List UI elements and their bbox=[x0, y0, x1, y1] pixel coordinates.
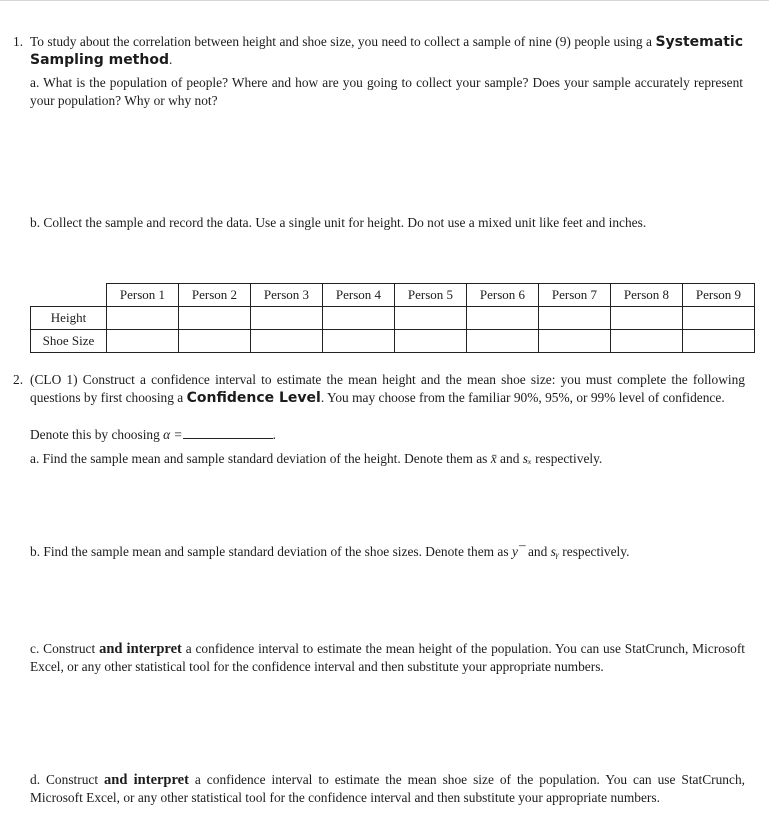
question-1-number: 1. bbox=[13, 34, 24, 49]
question-1-text: To study about the correlation between height and shoe size, you need to collect a sample of nine (9) people using a bbox=[30, 34, 656, 49]
column-header: Person 5 bbox=[395, 284, 467, 307]
question-2d bbox=[30, 771, 745, 807]
question-2a-text: a. Find the sample mean and sample standard deviation of the height. Denote them as bbox=[30, 451, 491, 466]
question-1-end: . bbox=[168, 52, 173, 67]
ybar-symbol: y¯ bbox=[511, 544, 525, 559]
question-2d-rest: a confidence interval to estimate the mean shoe size of the population. You can use StatCrunch, Microsoft Excel, or any other statistical tool for the confidence interval and then substitute your appropriate numbers. bbox=[30, 772, 745, 805]
table-cell[interactable] bbox=[611, 307, 683, 330]
question-1b: b. Collect the sample and record the data. Use a single unit for height. Do not use a mixed unit like feet and inches. bbox=[30, 215, 647, 230]
denote-text: Denote this by choosing bbox=[30, 427, 164, 442]
question-2-prompt bbox=[30, 371, 745, 407]
table-row bbox=[31, 330, 755, 353]
question-1-prompt bbox=[30, 33, 743, 69]
question-2c-rest: a confidence interval to estimate the mean height of the population. You can use StatCrunch, Microsoft Excel, or any other statistical tool for the confidence interval and then substitute your appropriate numbers. bbox=[30, 641, 745, 674]
question-2c-bold: and interpret bbox=[99, 641, 182, 657]
table-cell[interactable] bbox=[251, 330, 323, 353]
sx-symbol: sₓ bbox=[522, 451, 532, 466]
table-cell[interactable] bbox=[107, 330, 179, 353]
table-row bbox=[31, 307, 755, 330]
question-2-text-b: . You may choose from the familiar 90%, 95%, or 99% level of confidence. bbox=[320, 390, 725, 405]
column-header: Person 1 bbox=[107, 284, 179, 307]
alpha-line-row bbox=[30, 426, 276, 444]
table-cell[interactable] bbox=[251, 307, 323, 330]
table-cell[interactable] bbox=[107, 307, 179, 330]
table-cell[interactable] bbox=[467, 330, 539, 353]
table-cell[interactable] bbox=[179, 307, 251, 330]
column-header: Person 3 bbox=[251, 284, 323, 307]
top-border bbox=[0, 0, 769, 1]
column-header: Person 2 bbox=[179, 284, 251, 307]
column-header: Person 6 bbox=[467, 284, 539, 307]
table-cell[interactable] bbox=[179, 330, 251, 353]
sampling-method: Systematic Sampling method bbox=[30, 34, 743, 68]
column-header: Person 8 bbox=[611, 284, 683, 307]
table-cell[interactable] bbox=[683, 330, 755, 353]
question-2a-end: respectively. bbox=[531, 451, 603, 466]
column-header: Person 4 bbox=[323, 284, 395, 307]
table-header-row bbox=[31, 284, 755, 307]
xbar-symbol: x̄ bbox=[490, 451, 497, 466]
question-2-number: 2. bbox=[13, 372, 24, 387]
question-2c bbox=[30, 640, 745, 676]
question-2a bbox=[30, 450, 745, 468]
table-cell[interactable] bbox=[323, 307, 395, 330]
table-cell[interactable] bbox=[395, 330, 467, 353]
question-2b-and: and bbox=[524, 544, 551, 559]
table-cell[interactable] bbox=[323, 330, 395, 353]
question-2c-text: c. Construct bbox=[30, 641, 100, 656]
question-2d-bold: and interpret bbox=[104, 772, 189, 788]
table-cell[interactable] bbox=[395, 307, 467, 330]
column-header: Person 9 bbox=[683, 284, 755, 307]
table-cell[interactable] bbox=[539, 330, 611, 353]
question-2-text: (CLO 1) Construct a confidence interval to estimate the mean height and the mean shoe size: you must complete the following questions by first choosing a bbox=[30, 372, 745, 405]
sy-symbol: sᵧ bbox=[550, 544, 559, 559]
table-cell[interactable] bbox=[539, 307, 611, 330]
question-2b-end: respectively. bbox=[558, 544, 630, 559]
data-table bbox=[30, 283, 755, 353]
question-2b-text: b. Find the sample mean and sample standard deviation of the shoe sizes. Denote them as bbox=[30, 544, 512, 559]
question-2d-text: d. Construct bbox=[30, 772, 105, 787]
table-cell[interactable] bbox=[683, 307, 755, 330]
column-header: Person 7 bbox=[539, 284, 611, 307]
question-2a-and: and bbox=[496, 451, 523, 466]
table-cell[interactable] bbox=[611, 330, 683, 353]
row-header: Height bbox=[31, 307, 107, 330]
table-cell[interactable] bbox=[467, 307, 539, 330]
confidence-level-term: Confidence Level bbox=[186, 390, 321, 406]
alpha-period: . bbox=[272, 427, 276, 442]
alpha-blank[interactable] bbox=[183, 426, 273, 439]
question-1a: a. What is the population of people? Where and how are you going to collect your sample? Does your sample accurately represent your population? Why or why not? bbox=[30, 75, 743, 108]
question-2b bbox=[30, 543, 745, 561]
table-corner bbox=[31, 284, 107, 307]
row-header: Shoe Size bbox=[31, 330, 107, 353]
alpha-symbol: α = bbox=[163, 427, 183, 442]
